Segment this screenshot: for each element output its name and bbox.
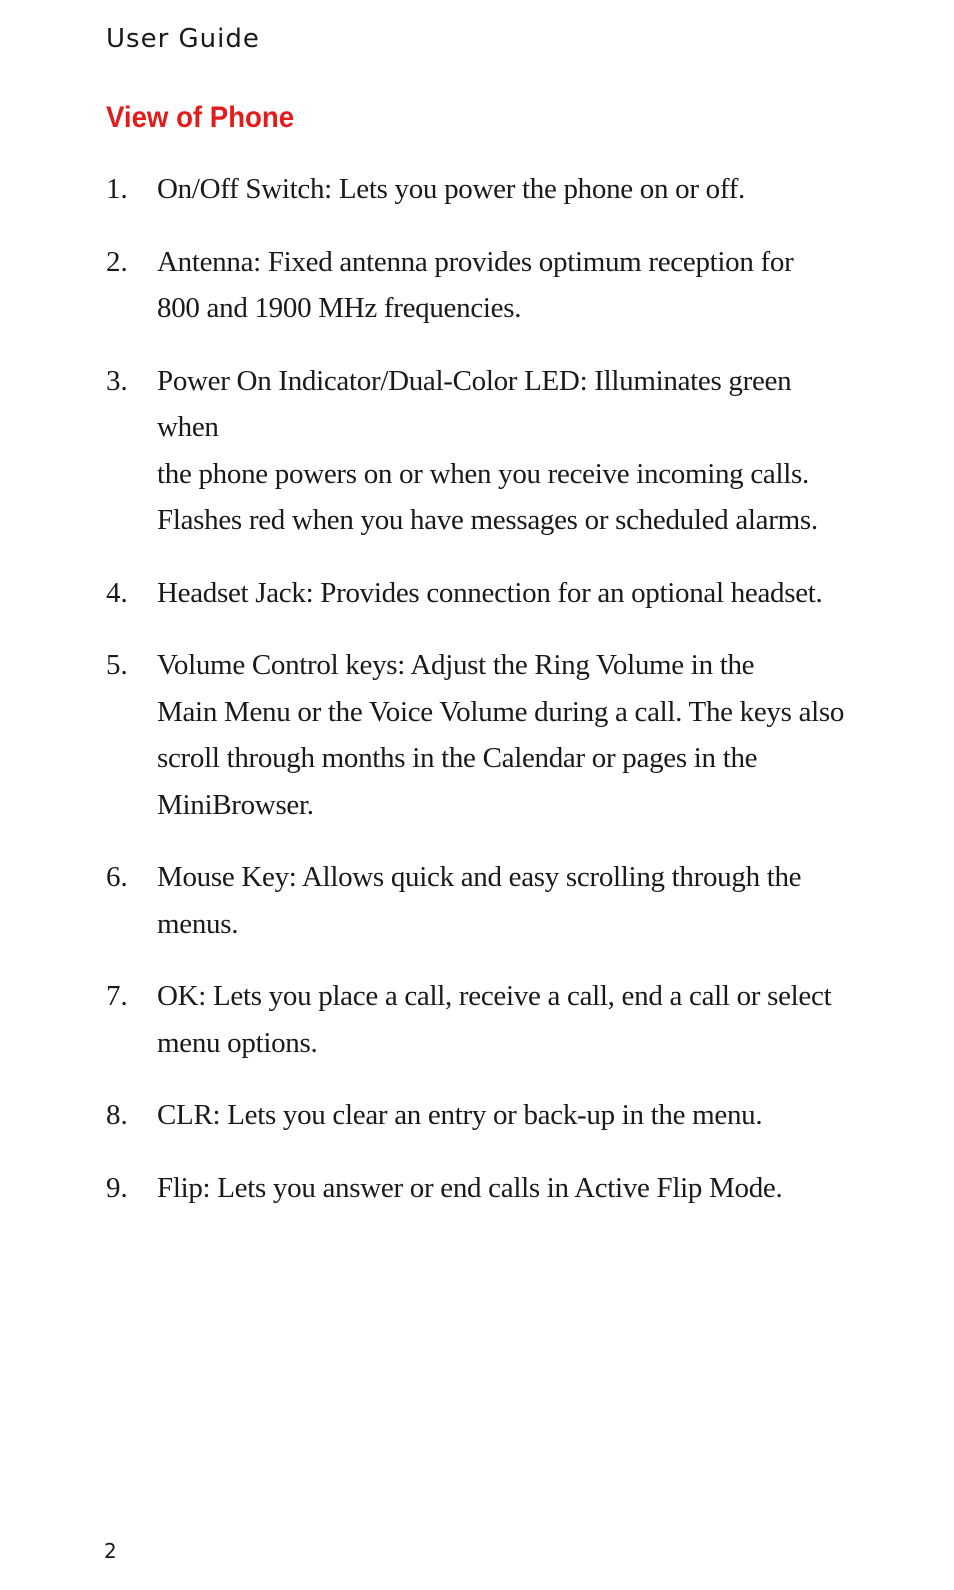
list-item-text: Power On Indicator/Dual-Color LED: Illuminates green when the phone powers on or when you receive incoming calls. Flashes red when you have messages or scheduled alarms. <box>157 364 818 536</box>
list-item <box>106 642 846 828</box>
list-item-text: Volume Control keys: Adjust the Ring Volume in the Main Menu or the Voice Volume during a call. The keys also scroll through months in the Calendar or pages in the MiniBrowser. <box>157 649 845 821</box>
section-title: View of Phone <box>106 101 295 134</box>
list-item-text: On/Off Switch: Lets you power the phone on or off. <box>157 173 745 205</box>
list-item-number: 5. <box>106 649 128 681</box>
running-header: User Guide <box>106 24 260 54</box>
list-item <box>106 570 846 617</box>
list-item-number: 7. <box>106 980 128 1012</box>
list-item-number: 4. <box>106 576 128 609</box>
list-item <box>106 166 846 213</box>
list-item-text: OK: Lets you place a call, receive a call, end a call or select menu options. <box>157 980 832 1059</box>
list-item <box>106 239 846 332</box>
list-item <box>106 358 846 544</box>
list-item-text: Antenna: Fixed antenna provides optimum reception for 800 and 1900 MHz frequencies. <box>157 245 794 324</box>
list-item-number: 2. <box>106 245 128 278</box>
page-number: 2 <box>104 1539 117 1563</box>
list-item <box>106 973 846 1066</box>
list-item-text: Mouse Key: Allows quick and easy scrolling through the menus. <box>157 861 802 940</box>
list-item-number: 9. <box>106 1171 128 1204</box>
list-item <box>106 1092 846 1139</box>
list-item-number: 1. <box>106 173 128 205</box>
feature-list <box>106 166 846 1237</box>
list-item-number: 6. <box>106 861 128 893</box>
list-item <box>106 854 846 947</box>
list-item-text: Headset Jack: Provides connection for an optional headset. <box>157 576 823 609</box>
list-item-number: 3. <box>106 364 128 397</box>
list-item-number: 8. <box>106 1099 128 1131</box>
list-item-text: CLR: Lets you clear an entry or back-up in the menu. <box>157 1099 763 1131</box>
list-item <box>106 1165 846 1212</box>
list-item-text: Flip: Lets you answer or end calls in Active Flip Mode. <box>157 1171 783 1204</box>
